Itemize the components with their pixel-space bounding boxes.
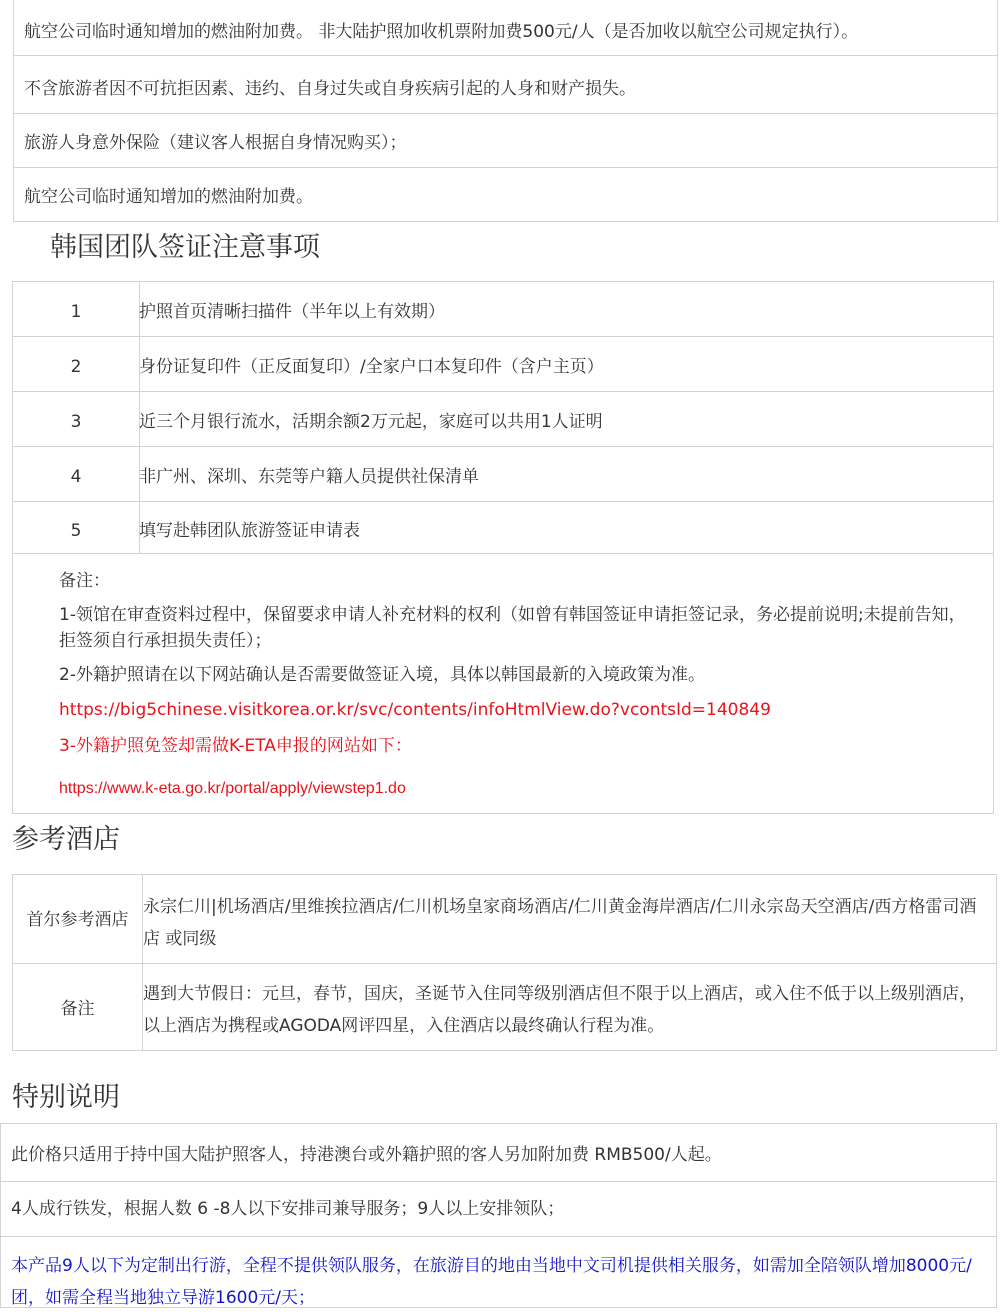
hotel-row	[13, 964, 996, 1052]
fee-notes-box	[13, 0, 998, 222]
visa-link-k-eta[interactable]: https://www.k-eta.go.kr/portal/apply/viewstep1.do	[59, 780, 406, 797]
special-note-row	[1, 1124, 996, 1182]
hotel-row	[13, 875, 996, 964]
visa-note-1: 1-领馆在审查资料过程中，保留要求申请人补充材料的权利（如曾有韩国签证申请拒签记录，务必提前说明;未提前告知，拒签须自行承担损失责任）；	[59, 605, 966, 651]
visa-row-number: 3	[70, 412, 82, 432]
special-note-text-highlight: 本产品9人以下为定制出行游，全程不提供领队服务，在旅游目的地由当地中文司机提供相关服务，如需加全陪领队增加8000元/团，如需全程当地独立导游1600元/天；	[11, 1256, 972, 1308]
visa-row-number: 4	[70, 467, 82, 487]
special-section-heading: 特别说明	[12, 1082, 120, 1113]
fee-note-text: 航空公司临时通知增加的燃油附加费。 非大陆护照加收机票附加费500元/人（是否加收以航空公司规定执行）。	[24, 22, 859, 42]
visa-row-text: 非广州、深圳、东莞等户籍人员提供社保清单	[139, 467, 479, 487]
hotel-row-label: 首尔参考酒店	[26, 910, 129, 930]
hotel-section-heading: 参考酒店	[12, 824, 120, 855]
special-note-text: 4人成行铁发，根据人数 6 -8人以下安排司兼导服务；9人以上安排领队；	[11, 1199, 565, 1219]
visa-row-text: 近三个月银行流水，活期余额2万元起，家庭可以共用1人证明	[139, 412, 603, 432]
visa-row	[13, 282, 993, 337]
hotel-table	[12, 874, 997, 1051]
fee-note-row	[14, 56, 997, 114]
visa-row-number: 1	[70, 302, 82, 322]
visa-row	[13, 337, 993, 392]
visa-note-3: 3-外籍护照免签却需做K-ETA申报的网站如下：	[59, 736, 412, 756]
visa-section-heading: 韩国团队签证注意事项	[50, 232, 320, 263]
visa-row-text: 身份证复印件（正反面复印）/全家户口本复印件（含户主页）	[139, 357, 604, 377]
visa-notes-title: 备注：	[59, 571, 110, 591]
hotel-row-value: 遇到大节假日：元旦，春节，国庆，圣诞节入住同等级别酒店但不限于以上酒店，或入住不低于以上级别酒店，以上酒店为携程或AGODA网评四星，入住酒店以最终确认行程为准。	[143, 984, 976, 1036]
visa-row	[13, 447, 993, 502]
fee-note-text: 旅游人身意外保险（建议客人根据自身情况购买）；	[24, 133, 407, 153]
visa-row-number: 2	[70, 357, 82, 377]
fee-note-row	[14, 0, 997, 56]
visa-row-text: 填写赴韩团队旅游签证申请表	[139, 521, 360, 541]
visa-row-number: 5	[70, 521, 82, 541]
special-note-row	[1, 1182, 996, 1237]
special-note-text: 此价格只适用于持中国大陆护照客人，持港澳台或外籍护照的客人另加附加费 RMB500/人起。	[11, 1145, 722, 1165]
fee-note-text: 不含旅游者因不可抗拒因素、违约、自身过失或自身疾病引起的人身和财产损失。	[24, 79, 636, 99]
visa-row	[13, 392, 993, 447]
special-note-row	[1, 1237, 996, 1309]
special-notes-table	[0, 1123, 997, 1308]
hotel-row-value: 永宗仁川|机场酒店/里维挨拉酒店/仁川机场皇家商场酒店/仁川黄金海岸酒店/仁川永宗岛天空酒店/西方格雷司酒店 或同级	[143, 897, 977, 949]
fee-note-text: 航空公司临时通知增加的燃油附加费。	[24, 187, 313, 207]
hotel-row-label: 备注	[60, 999, 95, 1019]
fee-note-row	[14, 114, 997, 168]
visa-note-2: 2-外籍护照请在以下网站确认是否需要做签证入境，具体以韩国最新的入境政策为准。	[59, 665, 705, 685]
visa-row-text: 护照首页清晰扫描件（半年以上有效期）	[139, 302, 445, 322]
fee-note-row	[14, 168, 997, 222]
visa-requirements-table	[12, 281, 994, 814]
visa-row	[13, 502, 993, 554]
visa-link-visitkorea[interactable]: https://big5chinese.visitkorea.or.kr/svc/contents/infoHtmlView.do?vcontsId=140849	[59, 700, 771, 720]
